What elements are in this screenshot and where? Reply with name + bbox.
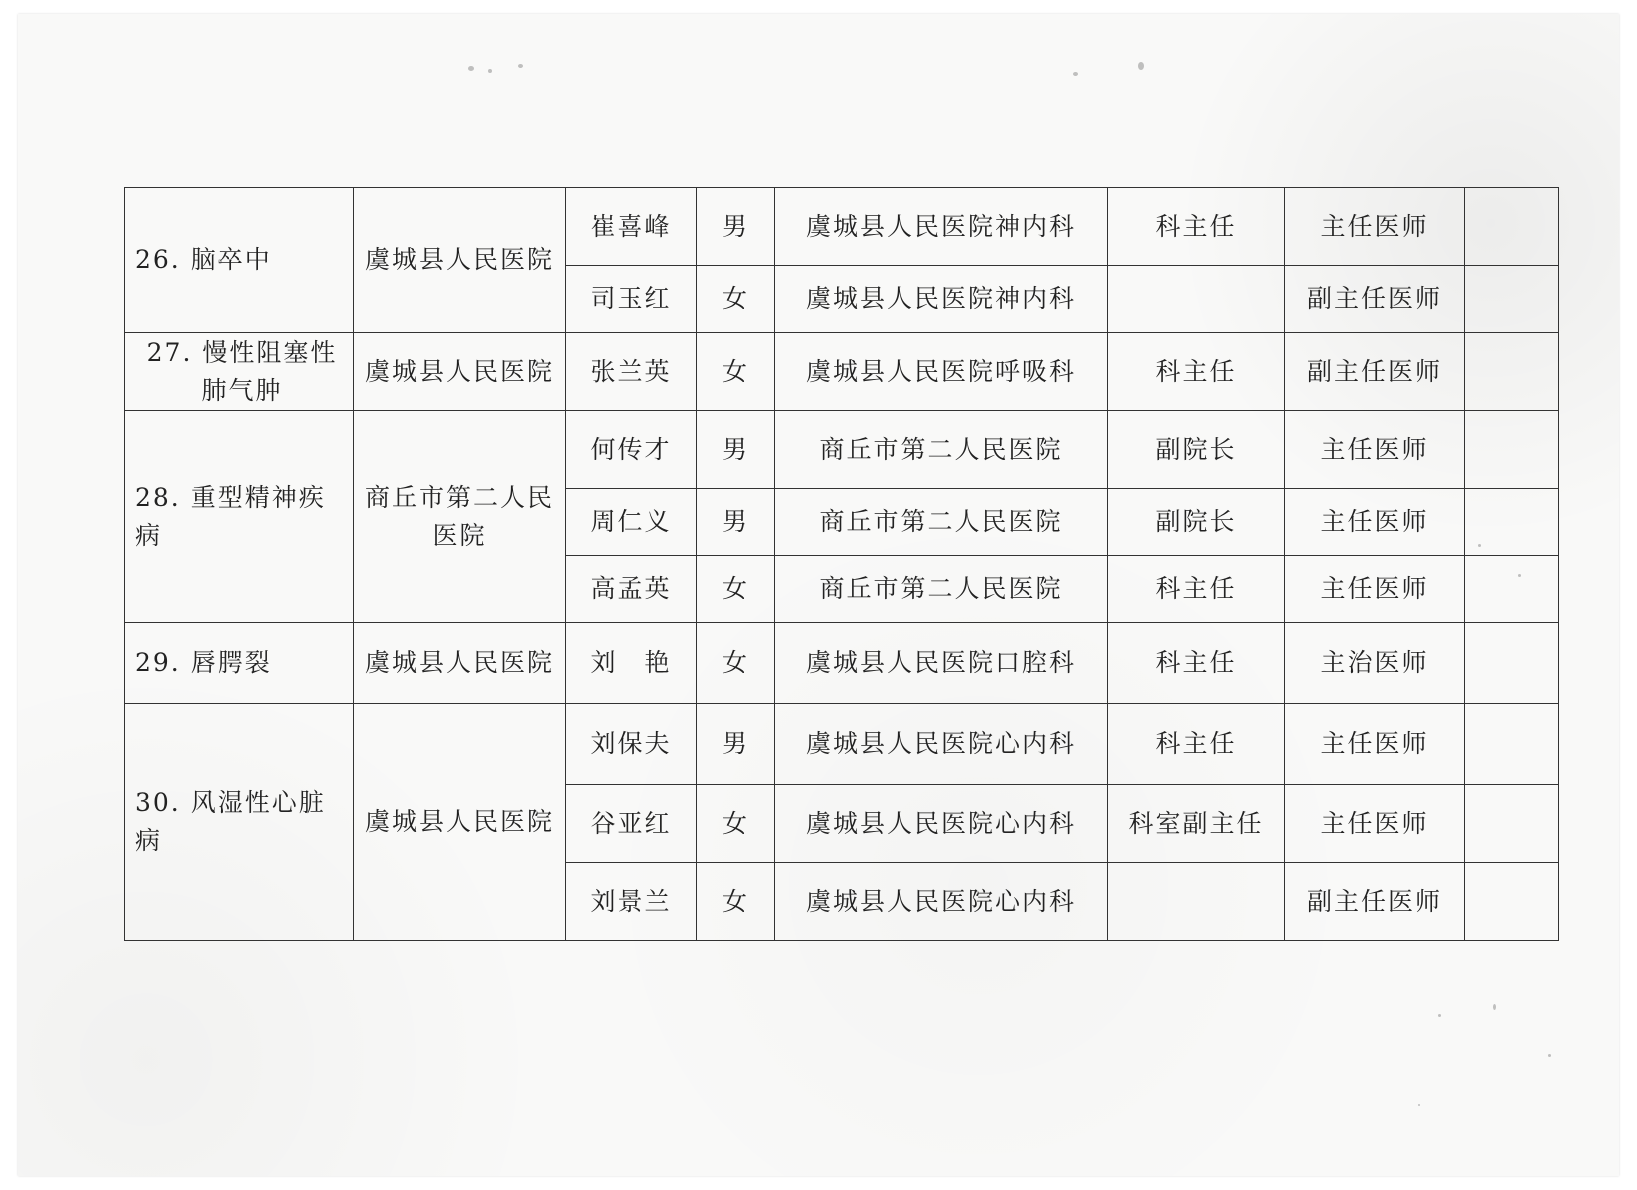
position-cell: 科室副主任 — [1108, 785, 1285, 863]
position-cell — [1108, 266, 1285, 333]
position-cell: 副院长 — [1108, 489, 1285, 556]
empty-cell — [1465, 623, 1559, 704]
unit-cell: 虞城县人民医院口腔科 — [775, 623, 1108, 704]
position-cell: 科主任 — [1108, 623, 1285, 704]
name-cell: 刘保夫 — [566, 704, 697, 785]
empty-cell — [1465, 411, 1559, 489]
table-row — [125, 623, 1559, 704]
unit-cell: 虞城县人民医院心内科 — [775, 704, 1108, 785]
title-cell: 主任医师 — [1285, 704, 1465, 785]
title-cell: 主任医师 — [1285, 188, 1465, 266]
empty-cell — [1465, 266, 1559, 333]
empty-cell — [1465, 489, 1559, 556]
gender-cell: 男 — [697, 411, 775, 489]
title-cell: 副主任医师 — [1285, 333, 1465, 411]
empty-cell — [1465, 188, 1559, 266]
title-cell: 副主任医师 — [1285, 863, 1465, 941]
name-cell: 周仁义 — [566, 489, 697, 556]
name-cell: 张兰英 — [566, 333, 697, 411]
disease-cell: 30. 风湿性心脏病 — [125, 704, 354, 941]
disease-cell: 29. 唇腭裂 — [125, 623, 354, 704]
hospital-cell: 商丘市第二人民医院 — [354, 411, 566, 623]
empty-cell — [1465, 556, 1559, 623]
name-cell: 刘 艳 — [566, 623, 697, 704]
hospital-cell: 虞城县人民医院 — [354, 704, 566, 941]
title-cell: 主任医师 — [1285, 785, 1465, 863]
empty-cell — [1465, 785, 1559, 863]
gender-cell: 女 — [697, 785, 775, 863]
name-cell: 刘景兰 — [566, 863, 697, 941]
unit-cell: 虞城县人民医院神内科 — [775, 188, 1108, 266]
title-cell: 主治医师 — [1285, 623, 1465, 704]
gender-cell: 女 — [697, 266, 775, 333]
gender-cell: 男 — [697, 188, 775, 266]
position-cell: 科主任 — [1108, 188, 1285, 266]
disease-cell: 27. 慢性阻塞性肺气肿 — [125, 333, 354, 411]
table-row — [125, 333, 1559, 411]
disease-cell: 28. 重型精神疾病 — [125, 411, 354, 623]
empty-cell — [1465, 704, 1559, 785]
unit-cell: 商丘市第二人民医院 — [775, 556, 1108, 623]
table-row — [125, 704, 1559, 785]
gender-cell: 男 — [697, 489, 775, 556]
empty-cell — [1465, 333, 1559, 411]
table-row — [125, 411, 1559, 489]
title-cell: 主任医师 — [1285, 489, 1465, 556]
name-cell: 何传才 — [566, 411, 697, 489]
unit-cell: 虞城县人民医院心内科 — [775, 863, 1108, 941]
unit-cell: 虞城县人民医院神内科 — [775, 266, 1108, 333]
hospital-cell: 虞城县人民医院 — [354, 623, 566, 704]
position-cell: 科主任 — [1108, 704, 1285, 785]
empty-cell — [1465, 863, 1559, 941]
gender-cell: 女 — [697, 623, 775, 704]
gender-cell: 女 — [697, 556, 775, 623]
title-cell: 主任医师 — [1285, 556, 1465, 623]
name-cell: 谷亚红 — [566, 785, 697, 863]
unit-cell: 商丘市第二人民医院 — [775, 489, 1108, 556]
position-cell: 副院长 — [1108, 411, 1285, 489]
name-cell: 崔喜峰 — [566, 188, 697, 266]
title-cell: 主任医师 — [1285, 411, 1465, 489]
position-cell: 科主任 — [1108, 333, 1285, 411]
position-cell: 科主任 — [1108, 556, 1285, 623]
gender-cell: 女 — [697, 333, 775, 411]
name-cell: 高孟英 — [566, 556, 697, 623]
unit-cell: 商丘市第二人民医院 — [775, 411, 1108, 489]
gender-cell: 男 — [697, 704, 775, 785]
expert-table — [124, 187, 1559, 941]
disease-cell: 26. 脑卒中 — [125, 188, 354, 333]
position-cell — [1108, 863, 1285, 941]
unit-cell: 虞城县人民医院心内科 — [775, 785, 1108, 863]
name-cell: 司玉红 — [566, 266, 697, 333]
gender-cell: 女 — [697, 863, 775, 941]
table-row — [125, 188, 1559, 266]
hospital-cell: 虞城县人民医院 — [354, 188, 566, 333]
hospital-cell: 虞城县人民医院 — [354, 333, 566, 411]
title-cell: 副主任医师 — [1285, 266, 1465, 333]
unit-cell: 虞城县人民医院呼吸科 — [775, 333, 1108, 411]
